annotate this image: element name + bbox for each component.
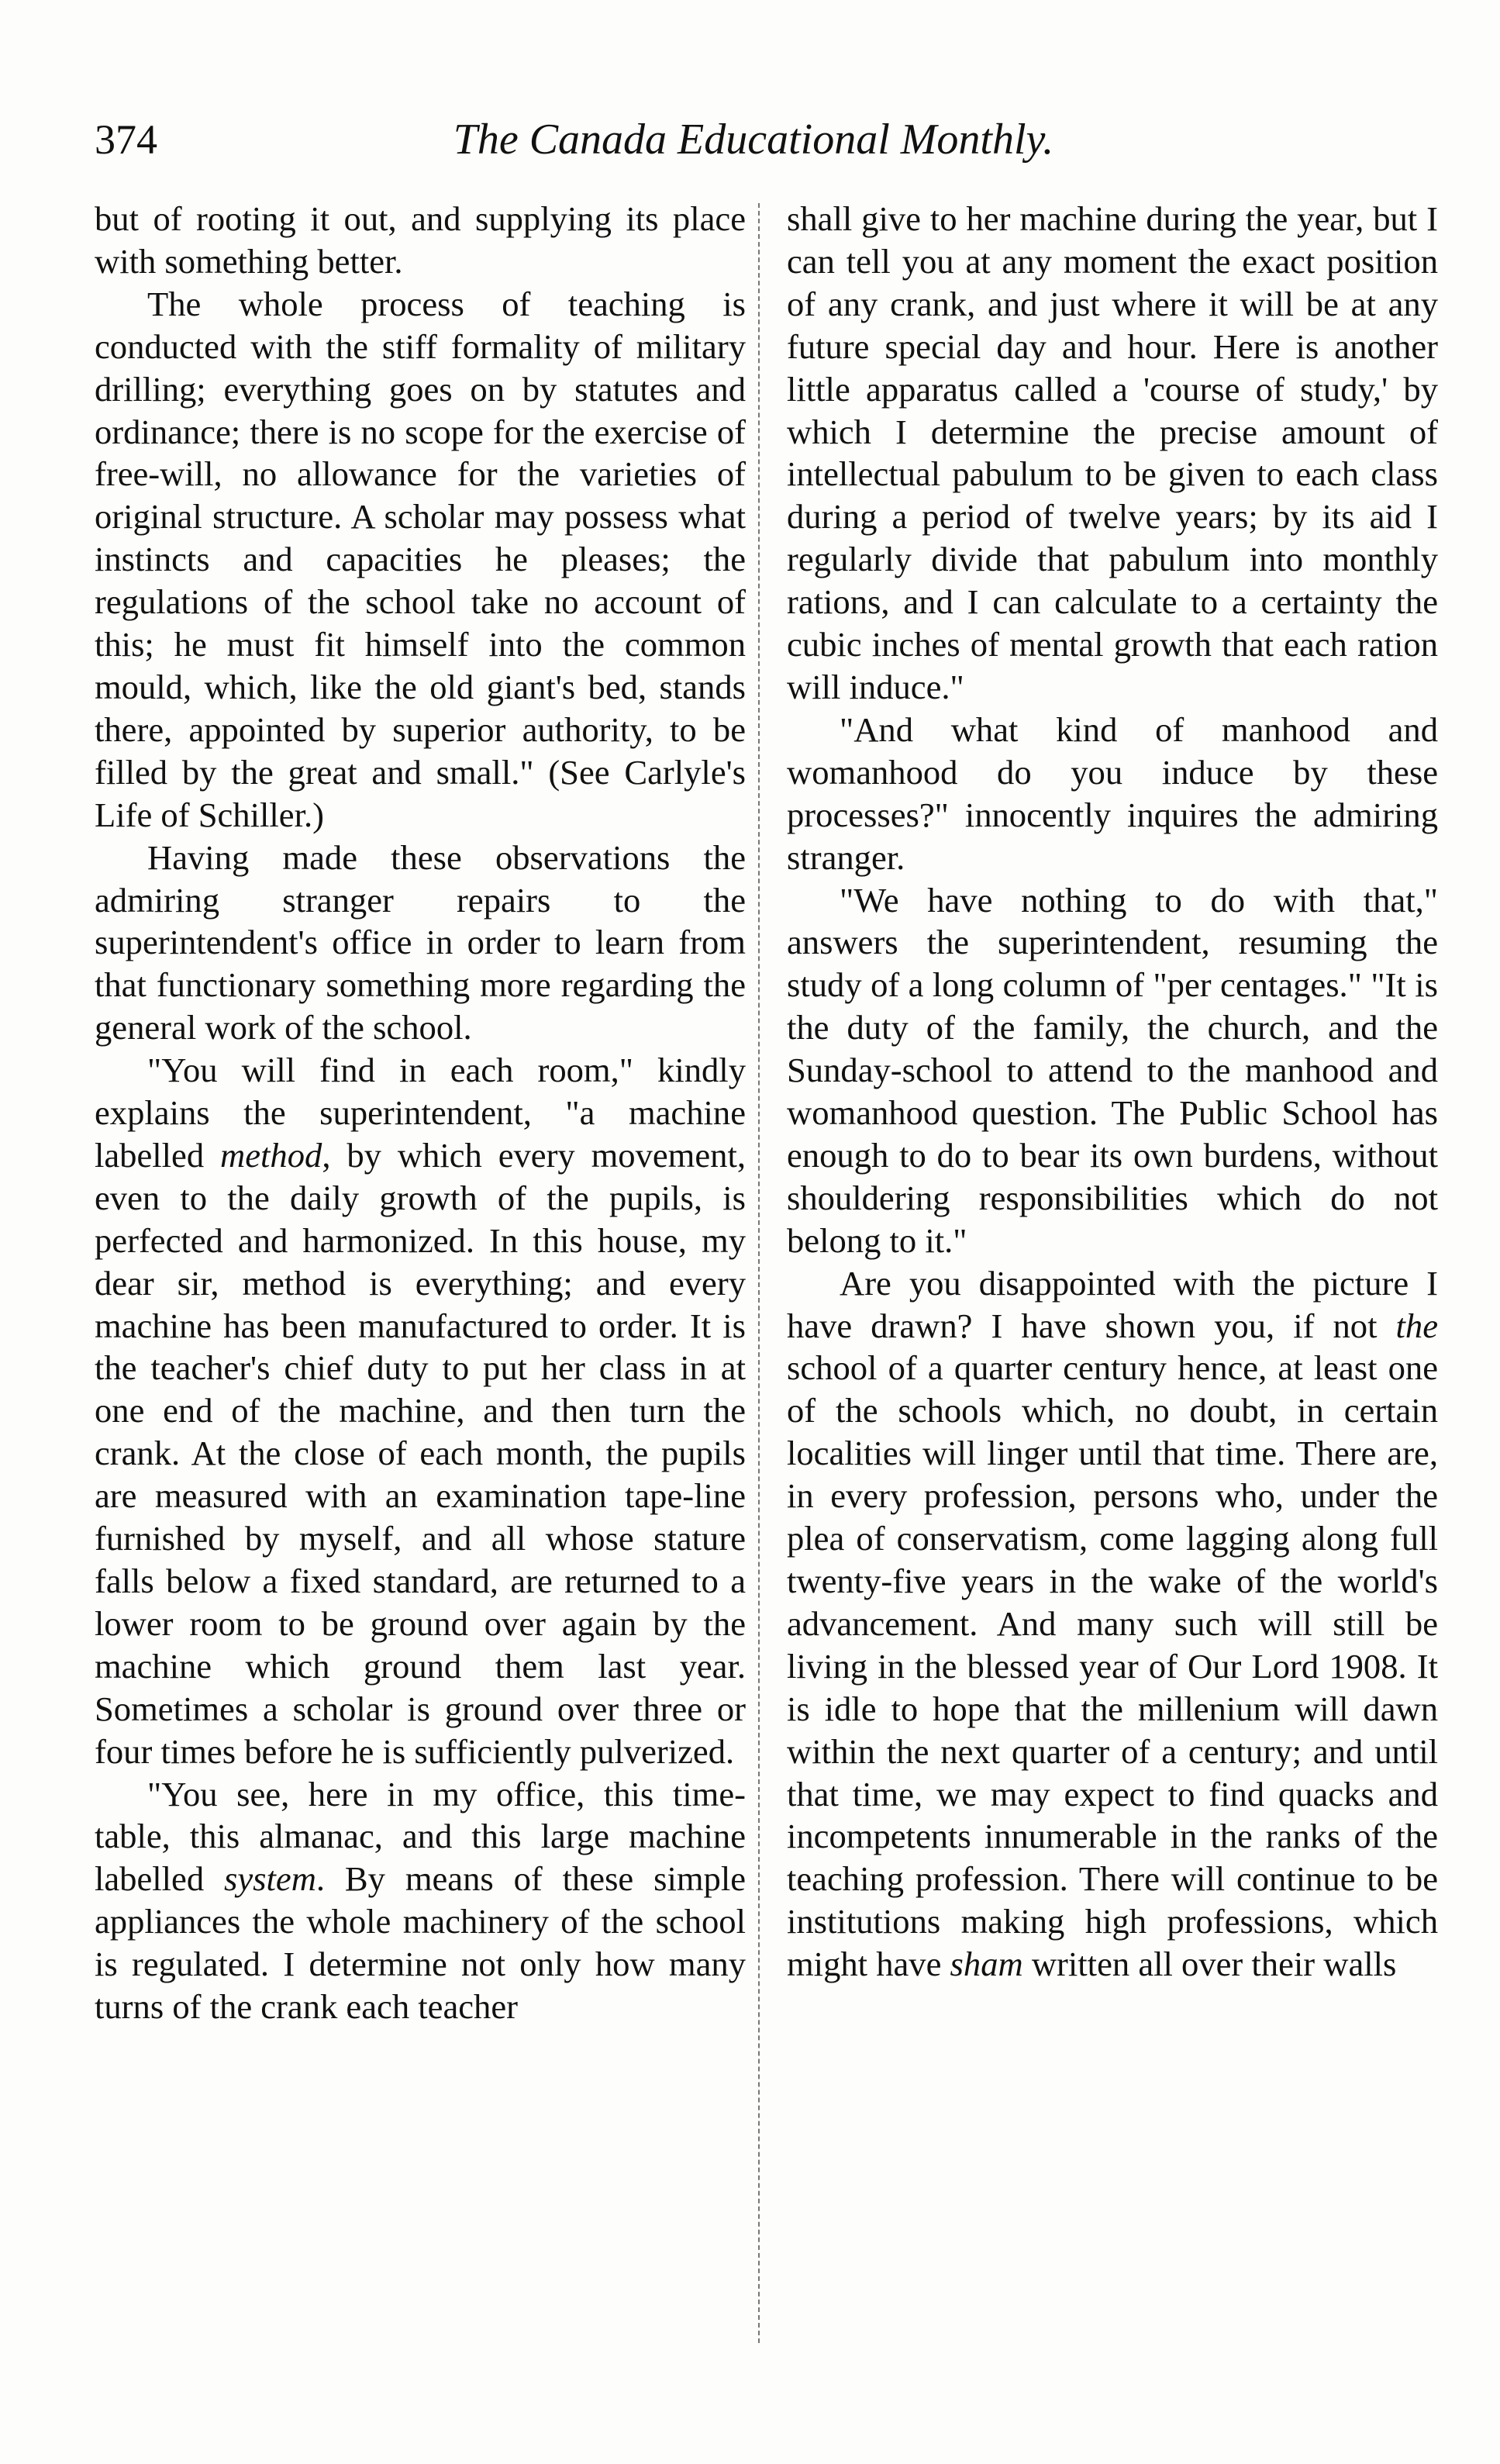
column-divider bbox=[758, 203, 760, 2343]
text-run: . By means of these simple appliances the whole machinery of the school is regulated. I determine not only how many turns of the crank each teacher bbox=[95, 1859, 746, 2027]
paragraph bbox=[95, 1049, 746, 1772]
text-run: "You will find in each room," kindly explains the superintendent, "a machine labelled bbox=[95, 1051, 746, 1175]
text-run: Are you disappointed with the picture I have drawn? I have shown you, if not bbox=[787, 1263, 1438, 1345]
paragraph: shall give to her machine during the year, but I can tell you at any moment the exact position of any crank, and just where it will be at any future special day and hour. Here is another little apparatus called a 'course of study,' by which I determine the precise amount of intellectual pabulum to be given to each class during a period of twelve years; by its aid I regularly divide that pabulum into monthly rations, and I can calculate to a certainty the cubic inches of mental growth that each ration will induce." bbox=[787, 199, 1438, 706]
italic-word: method bbox=[220, 1135, 322, 1175]
text-run: , by which every movement, even to the daily growth of the pupils, is perfected and harmonized. In this house, my dear sir, method is everything; and every machine has been manufactured to order. It is the teacher's chief duty to put her class in at one end of the machine, and then turn the crank. At the close of each month, the pupils are measured with an examination tape-line furnished by myself, and all whose stature falls below a fixed standard, are returned to a lower room to be ground over again by the machine which ground them last year. Sometimes a scholar is ground over three or four times before he is sufficiently pulverized. bbox=[95, 1135, 746, 1771]
paragraph bbox=[787, 1262, 1438, 1986]
paragraph bbox=[95, 1773, 746, 2028]
text-run: school of a quarter century hence, at least one of the schools which, no doubt, in certain localities will linger until that time. There are, in every profession, persons who, under the plea of conservatism, come lagging along full twenty-five years in the wake of the world's advancement. And many such will still be living in the blessed year of Our Lord 1908. It is idle to hope that the millenium will dawn within the next quarter of a century; and until that time, we may expect to find quacks and incompetents innumerable in the ranks of the teaching profession. There will continue to be institutions making high professions, which might have bbox=[787, 1348, 1438, 1984]
italic-word: system bbox=[224, 1859, 316, 1899]
page-number: 374 bbox=[95, 116, 157, 163]
paragraph: "And what kind of manhood and womanhood do you induce by these processes?" innocently inquires the admiring stranger. bbox=[787, 709, 1438, 877]
italic-word: sham bbox=[950, 1945, 1023, 1984]
paragraph: Having made these observations the admiring stranger repairs to the superintendent's office in order to learn from that functionary something more regarding the general work of the school. bbox=[95, 837, 746, 1047]
paragraph: The whole process of teaching is conducted with the stiff formality of military drilling; everything goes on by statutes and ordinance; there is no scope for the exercise of free-will, no allowance for the varieties of original structure. A scholar may possess what instincts and capacities he pleases; the regulations of the school take no account of this; he must fit himself into the common mould, which, like the old giant's bed, stands there, appointed by superior authority, to be filled by the great and small." (See Carlyle's Life of Schiller.) bbox=[95, 284, 746, 834]
page-header bbox=[95, 109, 1412, 171]
paragraph: "We have nothing to do with that," answers the superintendent, resuming the study of a long column of "per centages." "It is the duty of the family, the church, and the Sunday-school to attend to the manhood and womanhood question. The Public School has enough to do to bear its own burdens, without shouldering responsibilities which do not belong to it." bbox=[787, 880, 1438, 1260]
running-title: The Canada Educational Monthly. bbox=[453, 116, 1054, 164]
text-run: written all over their walls bbox=[1022, 1945, 1397, 1984]
text-run: "You see, here in my office, this time-table, this almanac, and this large machine labelled bbox=[95, 1774, 746, 1899]
left-column bbox=[95, 198, 746, 2028]
paragraph: but of rooting it out, and supplying its place with something better. bbox=[95, 199, 746, 281]
italic-word: the bbox=[1395, 1306, 1438, 1345]
right-column bbox=[787, 198, 1438, 1986]
